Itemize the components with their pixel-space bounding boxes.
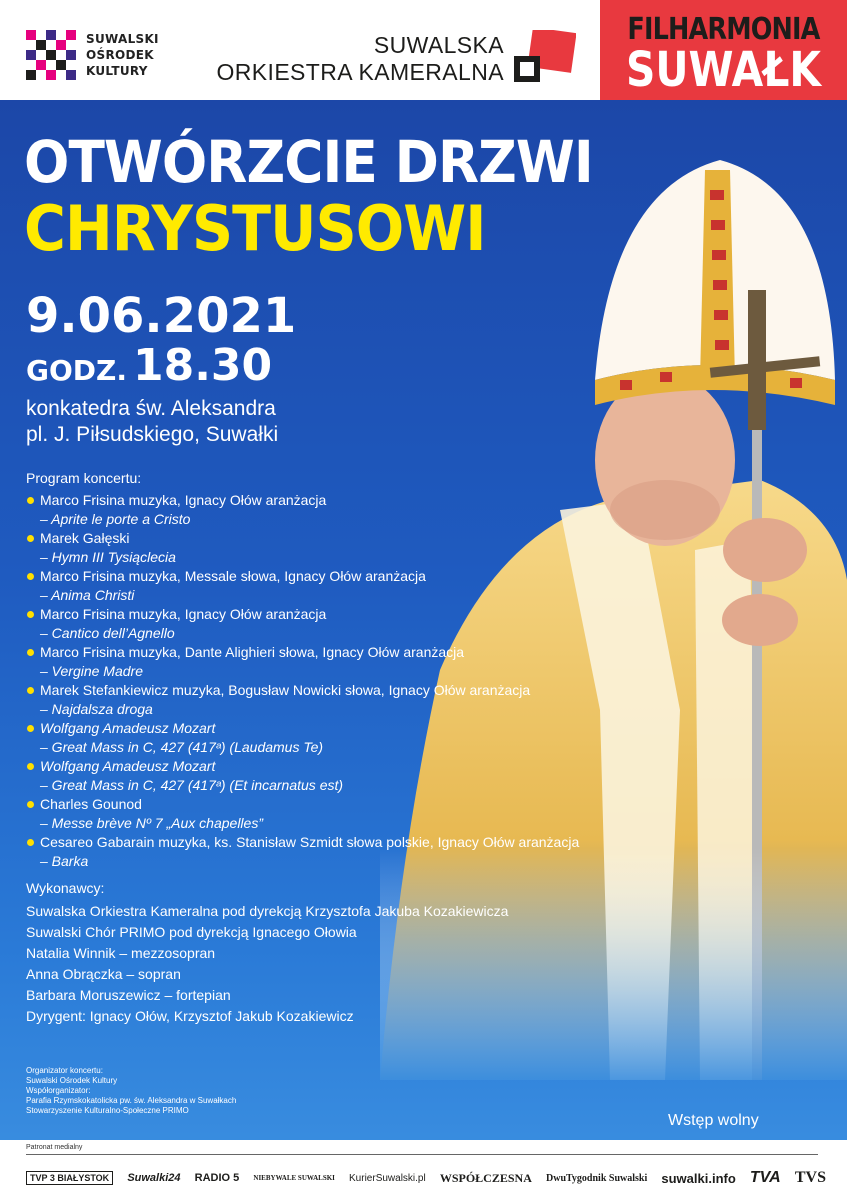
orchestra-line-2: ORKIESTRA KAMERALNA — [216, 59, 504, 85]
bullet-icon — [27, 611, 34, 618]
program-item-title: – Aprite le porte a Cristo — [40, 511, 191, 527]
sok-line-3: KULTURY — [86, 64, 148, 78]
program-item-title: – Barka — [40, 853, 89, 869]
orchestra-line-1: SUWALSKA — [373, 32, 504, 58]
event-date: 9.06.2021 — [26, 288, 297, 344]
program-item-title: – Najdalsza droga — [40, 701, 153, 717]
program-item — [26, 757, 666, 795]
bullet-icon — [27, 763, 34, 770]
event-time — [26, 340, 272, 391]
bullet-icon — [27, 497, 34, 504]
mosaic-logo-icon — [26, 30, 76, 80]
performer-line: Natalia Winnik – mezzosopran — [26, 945, 216, 961]
free-entry-note: Wstęp wolny — [668, 1112, 759, 1129]
program-item-composer: Marek Gałęski — [40, 530, 130, 546]
sok-line-1: SUWALSKI — [86, 32, 159, 46]
program-item — [26, 529, 666, 567]
organizer-line: Suwalski Ośrodek Kultury — [26, 1076, 118, 1085]
bullet-icon — [27, 649, 34, 656]
organizer-info — [26, 1066, 236, 1116]
sponsor-logo-radio5: RADIO 5 — [194, 1172, 240, 1184]
sponsor-logo-wspolczesna: WSPÓŁCZESNA — [439, 1170, 532, 1185]
concert-program — [26, 470, 666, 871]
program-heading: Program koncertu: — [26, 470, 142, 486]
performers-list — [26, 901, 508, 1027]
sok-logo-text — [86, 31, 159, 79]
title-line-1: OTWÓRZCIE DRZWI — [24, 128, 593, 196]
program-item — [26, 605, 666, 643]
program-item-composer: Cesareo Gabarain muzyka, ks. Stanisław Szmidt słowa polskie, Ignacy Ołów aranżacja — [40, 834, 580, 850]
program-item-composer: Wolfgang Amadeusz Mozart — [40, 758, 216, 774]
sok-line-2: OŚRODEK — [86, 48, 154, 62]
program-item — [26, 833, 666, 871]
title-line-2: CHRYSTUSOWI — [24, 192, 486, 265]
performer-line: Suwalska Orkiestra Kameralna pod dyrekcją Krzysztofa Jakuba Kozakiewicza — [26, 903, 509, 919]
footer-divider — [26, 1154, 818, 1155]
program-item-composer: Marco Frisina muzyka, Ignacy Ołów aranżacja — [40, 606, 327, 622]
header-bar — [0, 0, 847, 100]
program-item — [26, 643, 666, 681]
sponsor-logo-kurier: KurierSuwalski.pl — [349, 1172, 426, 1184]
program-item-composer: Wolfgang Amadeusz Mozart — [40, 720, 216, 736]
program-item — [26, 795, 666, 833]
sponsor-logo-suwalki-info: suwalki.info — [661, 1170, 736, 1186]
sok-logo — [26, 30, 159, 80]
program-item-composer: Marek Stefankiewicz muzyka, Bogusław Nowicki słowa, Ignacy Ołów aranżacja — [40, 682, 531, 698]
philharmonic-logo — [600, 0, 847, 107]
bullet-icon — [27, 839, 34, 846]
organizer-line: Współorganizator: — [26, 1086, 91, 1095]
program-list — [26, 491, 666, 871]
program-item-composer: Charles Gounod — [40, 796, 142, 812]
performer-line: Suwalski Chór PRIMO pod dyrekcją Ignacego Ołowia — [26, 924, 357, 940]
sponsor-logo-suwalki24: Suwalki24 — [127, 1172, 181, 1184]
organizer-line: Parafia Rzymskokatolicka pw. św. Aleksandra w Suwałkach — [26, 1096, 237, 1105]
organizer-line: Stowarzyszenie Kulturalno-Społeczne PRIMO — [26, 1106, 189, 1115]
program-item-title: – Anima Christi — [40, 587, 135, 603]
program-item-title: – Great Mass in C, 427 (417ᵃ) (Et incarnatus est) — [40, 777, 344, 793]
sponsor-logo-tvp3: TVP 3 BIAŁYSTOK — [26, 1171, 113, 1185]
bullet-icon — [27, 687, 34, 694]
philharmonic-line-1: FILHARMONIA — [627, 12, 820, 47]
bullet-icon — [27, 801, 34, 808]
sponsor-logo-dwutygodnik: DwuTygodnik Suwalski — [546, 1172, 648, 1184]
sponsor-logos — [26, 1160, 826, 1196]
bullet-icon — [27, 725, 34, 732]
program-item-title: – Cantico dell’Agnello — [40, 625, 175, 641]
bullet-icon — [27, 573, 34, 580]
program-item — [26, 719, 666, 757]
event-venue — [26, 396, 278, 448]
orchestra-name — [186, 32, 504, 86]
program-item-composer: Marco Frisina muzyka, Messale słowa, Ignacy Ołów aranżacja — [40, 568, 426, 584]
sponsor-logo-niebywale: NIEBYWALE SUWALSKI — [253, 1174, 335, 1182]
time-value: 18.30 — [132, 340, 273, 391]
program-item — [26, 567, 666, 605]
program-item — [26, 681, 666, 719]
performer-line: Dyrygent: Ignacy Ołów, Krzysztof Jakub Kozakiewicz — [26, 1008, 354, 1024]
sponsor-logo-tvs: TVS — [794, 1169, 826, 1186]
program-item-composer: Marco Frisina muzyka, Ignacy Ołów aranżacja — [40, 492, 327, 508]
venue-line-1: konkatedra św. Aleksandra — [26, 397, 276, 420]
performer-line: Barbara Moruszewicz – fortepian — [26, 987, 231, 1003]
program-item-title: – Messe brève Nº 7 „Aux chapelles” — [40, 815, 263, 831]
orchestra-logo-icon — [512, 30, 576, 86]
program-item — [26, 491, 666, 529]
program-item-title: – Hymn III Tysiąclecia — [40, 549, 176, 565]
venue-line-2: pl. J. Piłsudskiego, Suwałki — [26, 423, 279, 446]
program-item-composer: Marco Frisina muzyka, Dante Alighieri słowa, Ignacy Ołów aranżacja — [40, 644, 465, 660]
program-item-title: – Vergine Madre — [40, 663, 143, 679]
performers — [26, 878, 508, 1027]
performers-heading: Wykonawcy: — [26, 880, 105, 896]
bullet-icon — [27, 535, 34, 542]
organizer-line: Organizator koncertu: — [26, 1066, 103, 1075]
media-patrons-footer — [0, 1140, 847, 1200]
patron-label: Patronat medialny — [26, 1144, 83, 1151]
time-label: GODZ. — [26, 354, 127, 387]
sponsor-logo-tva: TVA — [749, 1169, 781, 1186]
philharmonic-line-2: SUWAŁK — [625, 42, 822, 98]
program-item-title: – Great Mass in C, 427 (417ᵃ) (Laudamus Te) — [40, 739, 324, 755]
performer-line: Anna Obrączka – sopran — [26, 966, 181, 982]
